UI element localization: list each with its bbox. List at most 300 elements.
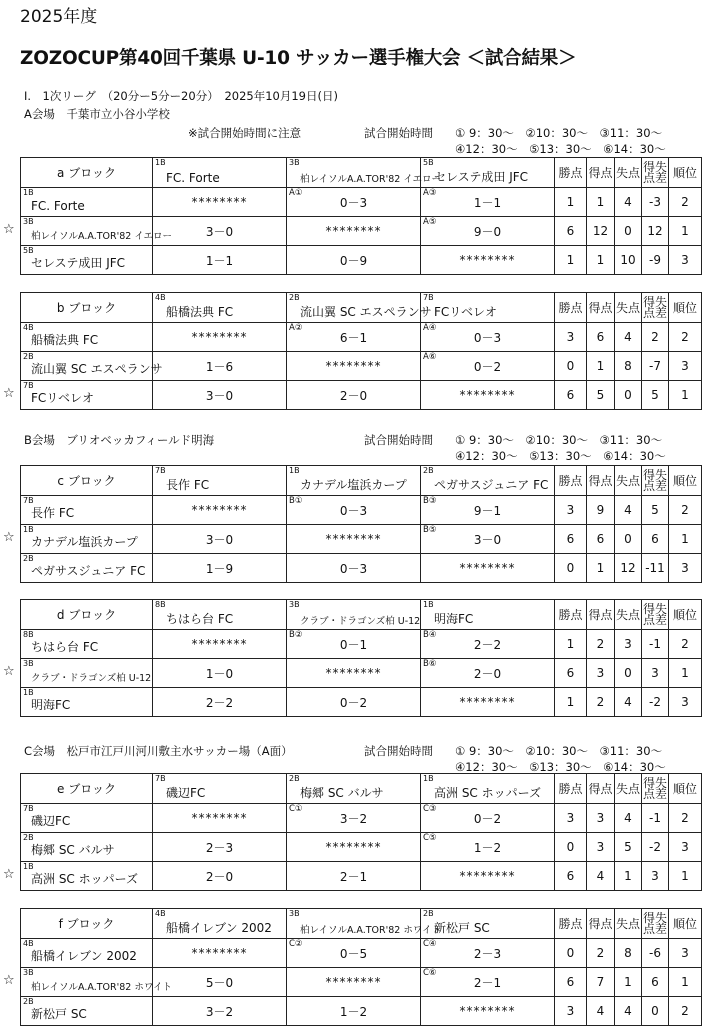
score: 3－2 xyxy=(205,1004,234,1019)
goal-difference-value: 5 xyxy=(642,381,669,410)
table-row xyxy=(21,659,702,688)
points-value: 0 xyxy=(555,352,587,381)
start-times-row2: ④12：30～ ⑤13：30～ ⑥14：30～ xyxy=(455,142,666,156)
match-slot: C③ xyxy=(423,804,437,814)
goal-difference-value: 6 xyxy=(642,968,669,997)
team-row-header xyxy=(21,554,153,583)
points-value: 0 xyxy=(555,554,587,583)
rank-value: 3 xyxy=(669,554,702,583)
goal-difference-value: 5 xyxy=(642,496,669,525)
goals-against-header: 失点 xyxy=(615,158,642,188)
venue-name: A会場 千葉市立小谷小学校 xyxy=(24,107,170,121)
rank-header: 順位 xyxy=(669,158,702,188)
team-column-header xyxy=(421,466,555,496)
match-slot: A③ xyxy=(423,188,437,198)
goals-against-value: 4 xyxy=(615,804,642,833)
table-row xyxy=(21,217,702,246)
points-value: 1 xyxy=(555,188,587,217)
self-match-cell: ******** xyxy=(287,968,421,997)
team-name: ペガサスジュニア FC xyxy=(31,564,146,578)
goals-against-value: 4 xyxy=(615,323,642,352)
match-result xyxy=(421,968,555,997)
points-value: 6 xyxy=(555,381,587,410)
goal-difference-value: 2 xyxy=(642,323,669,352)
self-match-cell: ******** xyxy=(421,688,555,717)
table-row xyxy=(21,246,702,275)
goals-for-value: 3 xyxy=(587,804,615,833)
team-name: ペガサスジュニア FC xyxy=(434,478,549,492)
match-result xyxy=(153,217,287,246)
points-header: 勝点 xyxy=(555,774,587,804)
seed-rank: 1B xyxy=(289,466,300,475)
self-match-cell: ******** xyxy=(421,997,555,1026)
table-row xyxy=(21,496,702,525)
score: 0－2 xyxy=(473,359,502,374)
rank-value: 1 xyxy=(669,381,702,410)
goal-difference-value: -2 xyxy=(642,688,669,717)
self-match-cell: ******** xyxy=(153,188,287,217)
winner-star-icon: ☆ xyxy=(3,530,15,545)
team-name: FC. Forte xyxy=(31,199,85,213)
rank-header: 順位 xyxy=(669,774,702,804)
self-match-cell: ******** xyxy=(153,323,287,352)
seed-rank: 7B xyxy=(423,293,434,302)
goal-difference-value: -1 xyxy=(642,804,669,833)
team-name: 船橋法典 FC xyxy=(31,333,99,347)
goal-difference-header: 得失 点差 xyxy=(642,774,669,804)
seed-rank: 1B xyxy=(423,600,434,609)
goals-against-value: 0 xyxy=(615,381,642,410)
team-name: 船橋イレブン 2002 xyxy=(31,949,137,963)
match-result xyxy=(421,496,555,525)
match-result xyxy=(421,630,555,659)
score: 0－1 xyxy=(339,637,368,652)
goal-difference-value: 3 xyxy=(642,862,669,891)
team-column-header xyxy=(153,293,287,323)
team-name: 長作 FC xyxy=(31,506,75,520)
team-name: FC. Forte xyxy=(166,171,220,185)
seed-rank: 4B xyxy=(23,939,34,948)
team-name: 柏レイソルA.A.TOR'82 イエロー xyxy=(300,174,441,185)
rank-value: 1 xyxy=(669,862,702,891)
goal-difference-value: -1 xyxy=(642,630,669,659)
goals-against-header: 失点 xyxy=(615,293,642,323)
goals-for-header: 得点 xyxy=(587,600,615,630)
goals-for-value: 6 xyxy=(587,323,615,352)
league-table xyxy=(20,157,702,275)
rank-value: 2 xyxy=(669,323,702,352)
goals-against-header: 失点 xyxy=(615,466,642,496)
team-column-header xyxy=(153,466,287,496)
points-value: 1 xyxy=(555,688,587,717)
goals-against-value: 10 xyxy=(615,246,642,275)
goal-difference-header: 得失 点差 xyxy=(642,600,669,630)
winner-star-icon: ☆ xyxy=(3,386,15,401)
goals-against-header: 失点 xyxy=(615,774,642,804)
self-match-cell: ******** xyxy=(287,525,421,554)
team-name: 新松戸 SC xyxy=(31,1007,87,1021)
match-slot: C⑥ xyxy=(423,968,437,978)
team-column-header xyxy=(421,600,555,630)
match-result xyxy=(153,997,287,1026)
rank-header: 順位 xyxy=(669,293,702,323)
goals-for-header: 得点 xyxy=(587,293,615,323)
start-time-label: 試合開始時間 xyxy=(364,433,433,447)
match-result xyxy=(287,630,421,659)
rank-value: 2 xyxy=(669,804,702,833)
match-result xyxy=(421,525,555,554)
block-name: e ブロック xyxy=(21,774,153,804)
goals-for-value: 1 xyxy=(587,246,615,275)
score: 3－0 xyxy=(205,532,234,547)
team-row-header xyxy=(21,246,153,275)
seed-rank: 1B xyxy=(23,862,34,871)
winner-star-icon: ☆ xyxy=(3,973,15,988)
seed-rank: 3B xyxy=(289,909,300,918)
table-row xyxy=(21,688,702,717)
start-times-row1: ① 9：30～ ②10：30～ ③11：30～ xyxy=(455,126,663,140)
team-name: 磯辺FC xyxy=(31,814,71,828)
year-heading: 2025年度 xyxy=(20,7,98,27)
goal-difference-value: -9 xyxy=(642,246,669,275)
match-result xyxy=(153,659,287,688)
team-row-header xyxy=(21,688,153,717)
goals-against-value: 1 xyxy=(615,862,642,891)
team-name: カナデル塩浜カープ xyxy=(31,535,138,549)
league-table xyxy=(20,599,702,717)
seed-rank: 2B xyxy=(23,997,34,1006)
rank-value: 3 xyxy=(669,688,702,717)
goals-for-value: 1 xyxy=(587,352,615,381)
points-header: 勝点 xyxy=(555,158,587,188)
goals-for-value: 4 xyxy=(587,997,615,1026)
goals-against-value: 3 xyxy=(615,630,642,659)
team-name: 明海FC xyxy=(31,698,71,712)
rank-value: 3 xyxy=(669,939,702,968)
points-value: 1 xyxy=(555,246,587,275)
match-result xyxy=(287,188,421,217)
goals-against-value: 8 xyxy=(615,352,642,381)
seed-rank: 7B xyxy=(155,774,166,783)
points-header: 勝点 xyxy=(555,909,587,939)
points-value: 6 xyxy=(555,659,587,688)
seed-rank: 3B xyxy=(289,600,300,609)
table-row xyxy=(21,554,702,583)
round-info: I. 1次リーグ （20分ー5分ー20分） 2025年10月19日(日) xyxy=(24,89,338,103)
goal-difference-value: 3 xyxy=(642,659,669,688)
rank-value: 2 xyxy=(669,630,702,659)
winner-star-icon: ☆ xyxy=(3,222,15,237)
team-name: 新松戸 SC xyxy=(434,921,490,935)
start-time-label: 試合開始時間 xyxy=(364,126,433,140)
match-result xyxy=(421,352,555,381)
team-row-header xyxy=(21,217,172,246)
match-slot: A② xyxy=(289,323,303,333)
rank-header: 順位 xyxy=(669,909,702,939)
league-table xyxy=(20,292,702,410)
match-result xyxy=(421,804,555,833)
rank-header: 順位 xyxy=(669,466,702,496)
start-times-row2: ④12：30～ ⑤13：30～ ⑥14：30～ xyxy=(455,449,666,463)
self-match-cell: ******** xyxy=(421,381,555,410)
team-name: 流山翼 SC エスペランサ xyxy=(31,362,163,376)
winner-star-icon: ☆ xyxy=(3,664,15,679)
team-row-header xyxy=(21,525,153,554)
self-match-cell: ******** xyxy=(153,496,287,525)
match-slot: B② xyxy=(289,630,303,640)
league-table xyxy=(20,773,702,891)
score: 0－3 xyxy=(339,503,368,518)
goal-difference-value: -6 xyxy=(642,939,669,968)
points-header: 勝点 xyxy=(555,466,587,496)
match-result xyxy=(153,525,287,554)
points-value: 3 xyxy=(555,804,587,833)
goal-difference-header: 得失 点差 xyxy=(642,293,669,323)
team-name: FCリベレオ xyxy=(434,305,498,319)
self-match-cell: ******** xyxy=(287,659,421,688)
goals-for-header: 得点 xyxy=(587,466,615,496)
team-name: 流山翼 SC エスペランサ xyxy=(300,305,432,319)
goals-for-value: 5 xyxy=(587,381,615,410)
match-result xyxy=(287,688,421,717)
table-row xyxy=(21,939,702,968)
match-slot: B④ xyxy=(423,630,437,640)
match-slot: B⑥ xyxy=(423,659,437,669)
goal-difference-value: -7 xyxy=(642,352,669,381)
venue-name: C会場 松戸市江戸川河川敷主水サッカー場（A面） xyxy=(24,744,293,758)
score: 1－1 xyxy=(205,253,234,268)
rank-value: 2 xyxy=(669,496,702,525)
score: 2－3 xyxy=(205,840,234,855)
team-name: 高洲 SC ホッパーズ xyxy=(434,786,542,800)
self-match-cell: ******** xyxy=(153,939,287,968)
seed-rank: 7B xyxy=(155,466,166,475)
match-result xyxy=(153,968,287,997)
self-match-cell: ******** xyxy=(287,833,421,862)
score: 1－6 xyxy=(205,359,234,374)
goals-against-value: 4 xyxy=(615,688,642,717)
start-time-label: 試合開始時間 xyxy=(364,744,433,758)
points-value: 6 xyxy=(555,968,587,997)
team-name: 明海FC xyxy=(434,612,474,626)
team-row-header xyxy=(21,630,153,659)
match-result xyxy=(153,352,287,381)
venue-name: B会場 ブリオベッカフィールド明海 xyxy=(24,433,215,447)
goals-against-value: 8 xyxy=(615,939,642,968)
rank-value: 1 xyxy=(669,525,702,554)
goals-against-value: 0 xyxy=(615,217,642,246)
rank-value: 3 xyxy=(669,833,702,862)
seed-rank: 3B xyxy=(23,217,34,226)
team-column-header xyxy=(421,774,555,804)
team-row-header xyxy=(21,188,153,217)
goals-for-value: 1 xyxy=(587,188,615,217)
points-value: 1 xyxy=(555,630,587,659)
goal-difference-header: 得失 点差 xyxy=(642,466,669,496)
match-result xyxy=(153,833,287,862)
seed-rank: 1B xyxy=(155,158,166,167)
goal-difference-value: 6 xyxy=(642,525,669,554)
match-result xyxy=(421,939,555,968)
points-value: 0 xyxy=(555,833,587,862)
match-result xyxy=(287,862,421,891)
self-match-cell: ******** xyxy=(153,630,287,659)
score: 1－0 xyxy=(205,666,234,681)
team-column-header xyxy=(287,600,421,630)
match-result xyxy=(287,381,421,410)
score: 2－1 xyxy=(473,975,502,990)
goals-for-header: 得点 xyxy=(587,158,615,188)
seed-rank: 1B xyxy=(23,525,34,534)
goal-difference-value: -2 xyxy=(642,833,669,862)
points-value: 3 xyxy=(555,997,587,1026)
seed-rank: 2B xyxy=(23,833,34,842)
goals-against-value: 1 xyxy=(615,968,642,997)
goals-for-value: 2 xyxy=(587,688,615,717)
goals-for-value: 12 xyxy=(587,217,615,246)
team-name: セレステ成田 JFC xyxy=(434,170,529,184)
team-column-header xyxy=(153,774,287,804)
seed-rank: 2B xyxy=(423,466,434,475)
score: 2－0 xyxy=(339,388,368,403)
seed-rank: 2B xyxy=(289,774,300,783)
score: 0－2 xyxy=(473,811,502,826)
rank-value: 1 xyxy=(669,968,702,997)
goals-for-value: 6 xyxy=(587,525,615,554)
match-slot: C① xyxy=(289,804,303,814)
self-match-cell: ******** xyxy=(153,804,287,833)
team-name: 磯辺FC xyxy=(166,786,206,800)
seed-rank: 8B xyxy=(155,600,166,609)
score: 3－0 xyxy=(205,224,234,239)
league-table xyxy=(20,908,702,1026)
match-slot: A⑤ xyxy=(423,217,437,227)
match-slot: B⑤ xyxy=(423,525,437,535)
team-row-header xyxy=(21,804,153,833)
points-value: 6 xyxy=(555,862,587,891)
match-result xyxy=(421,833,555,862)
match-result xyxy=(287,323,421,352)
seed-rank: 2B xyxy=(23,352,34,361)
rank-value: 1 xyxy=(669,659,702,688)
team-name: クラブ・ドラゴンズ柏 U-12 xyxy=(31,673,152,684)
match-result xyxy=(421,188,555,217)
team-name: 船橋イレブン 2002 xyxy=(166,921,272,935)
block-name: f ブロック xyxy=(21,909,153,939)
points-header: 勝点 xyxy=(555,293,587,323)
team-row-header xyxy=(21,496,153,525)
team-name: セレステ成田 JFC xyxy=(31,256,126,270)
winner-star-icon: ☆ xyxy=(3,867,15,882)
rank-value: 3 xyxy=(669,352,702,381)
team-row-header xyxy=(21,659,153,688)
team-column-header xyxy=(287,774,421,804)
score: 0－2 xyxy=(339,695,368,710)
score: 2－0 xyxy=(473,666,502,681)
match-result xyxy=(153,246,287,275)
score: 0－9 xyxy=(339,253,368,268)
goal-difference-value: 12 xyxy=(642,217,669,246)
team-name: 柏レイソルA.A.TOR'82 イエロー xyxy=(31,231,172,242)
rank-value: 3 xyxy=(669,246,702,275)
goals-against-value: 5 xyxy=(615,833,642,862)
match-slot: C④ xyxy=(423,939,437,949)
match-result xyxy=(153,554,287,583)
seed-rank: 5B xyxy=(23,246,34,255)
self-match-cell: ******** xyxy=(421,554,555,583)
seed-rank: 7B xyxy=(23,496,34,505)
table-row xyxy=(21,997,702,1026)
venue-note: ※試合開始時間に注意 xyxy=(188,126,302,140)
match-result xyxy=(153,862,287,891)
match-result xyxy=(287,804,421,833)
points-value: 0 xyxy=(555,939,587,968)
table-row xyxy=(21,630,702,659)
team-column-header xyxy=(421,158,555,188)
score: 5－0 xyxy=(205,975,234,990)
goals-for-header: 得点 xyxy=(587,909,615,939)
score: 2－2 xyxy=(205,695,234,710)
table-row xyxy=(21,968,702,997)
team-row-header xyxy=(21,997,153,1026)
team-column-header xyxy=(153,909,287,939)
team-row-header xyxy=(21,352,163,381)
goals-against-value: 0 xyxy=(615,659,642,688)
match-result xyxy=(287,554,421,583)
seed-rank: 7B xyxy=(23,381,34,390)
team-name: クラブ・ドラゴンズ柏 U-12 xyxy=(300,616,421,627)
block-name: d ブロック xyxy=(21,600,153,630)
goal-difference-header: 得失 点差 xyxy=(642,909,669,939)
table-row xyxy=(21,862,702,891)
team-row-header xyxy=(21,862,153,891)
seed-rank: 1B xyxy=(23,688,34,697)
seed-rank: 2B xyxy=(23,554,34,563)
table-row xyxy=(21,352,702,381)
goals-for-value: 1 xyxy=(587,554,615,583)
points-value: 3 xyxy=(555,323,587,352)
goals-against-value: 0 xyxy=(615,525,642,554)
score: 3－0 xyxy=(205,388,234,403)
goals-for-value: 9 xyxy=(587,496,615,525)
match-result xyxy=(421,659,555,688)
self-match-cell: ******** xyxy=(421,246,555,275)
goals-against-value: 12 xyxy=(615,554,642,583)
team-row-header xyxy=(21,968,173,997)
team-row-header xyxy=(21,939,153,968)
table-row xyxy=(21,804,702,833)
goals-for-header: 得点 xyxy=(587,774,615,804)
start-times-row2: ④12：30～ ⑤13：30～ ⑥14：30～ xyxy=(455,760,666,774)
seed-rank: 1B xyxy=(23,188,34,197)
seed-rank: 2B xyxy=(423,909,434,918)
seed-rank: 4B xyxy=(155,909,166,918)
team-column-header xyxy=(287,466,421,496)
score: 9－1 xyxy=(473,503,502,518)
team-name: 梅郷 SC バルサ xyxy=(31,843,115,857)
rank-value: 1 xyxy=(669,217,702,246)
table-row xyxy=(21,323,702,352)
match-slot: A① xyxy=(289,188,303,198)
score: 2－0 xyxy=(205,869,234,884)
team-name: 柏レイソルA.A.TOR'82 ホワイト xyxy=(300,925,442,936)
rank-header: 順位 xyxy=(669,600,702,630)
goals-for-value: 2 xyxy=(587,630,615,659)
score: 1－9 xyxy=(205,561,234,576)
goals-for-value: 3 xyxy=(587,833,615,862)
match-slot: B③ xyxy=(423,496,437,506)
start-times-row1: ① 9：30～ ②10：30～ ③11：30～ xyxy=(455,433,663,447)
